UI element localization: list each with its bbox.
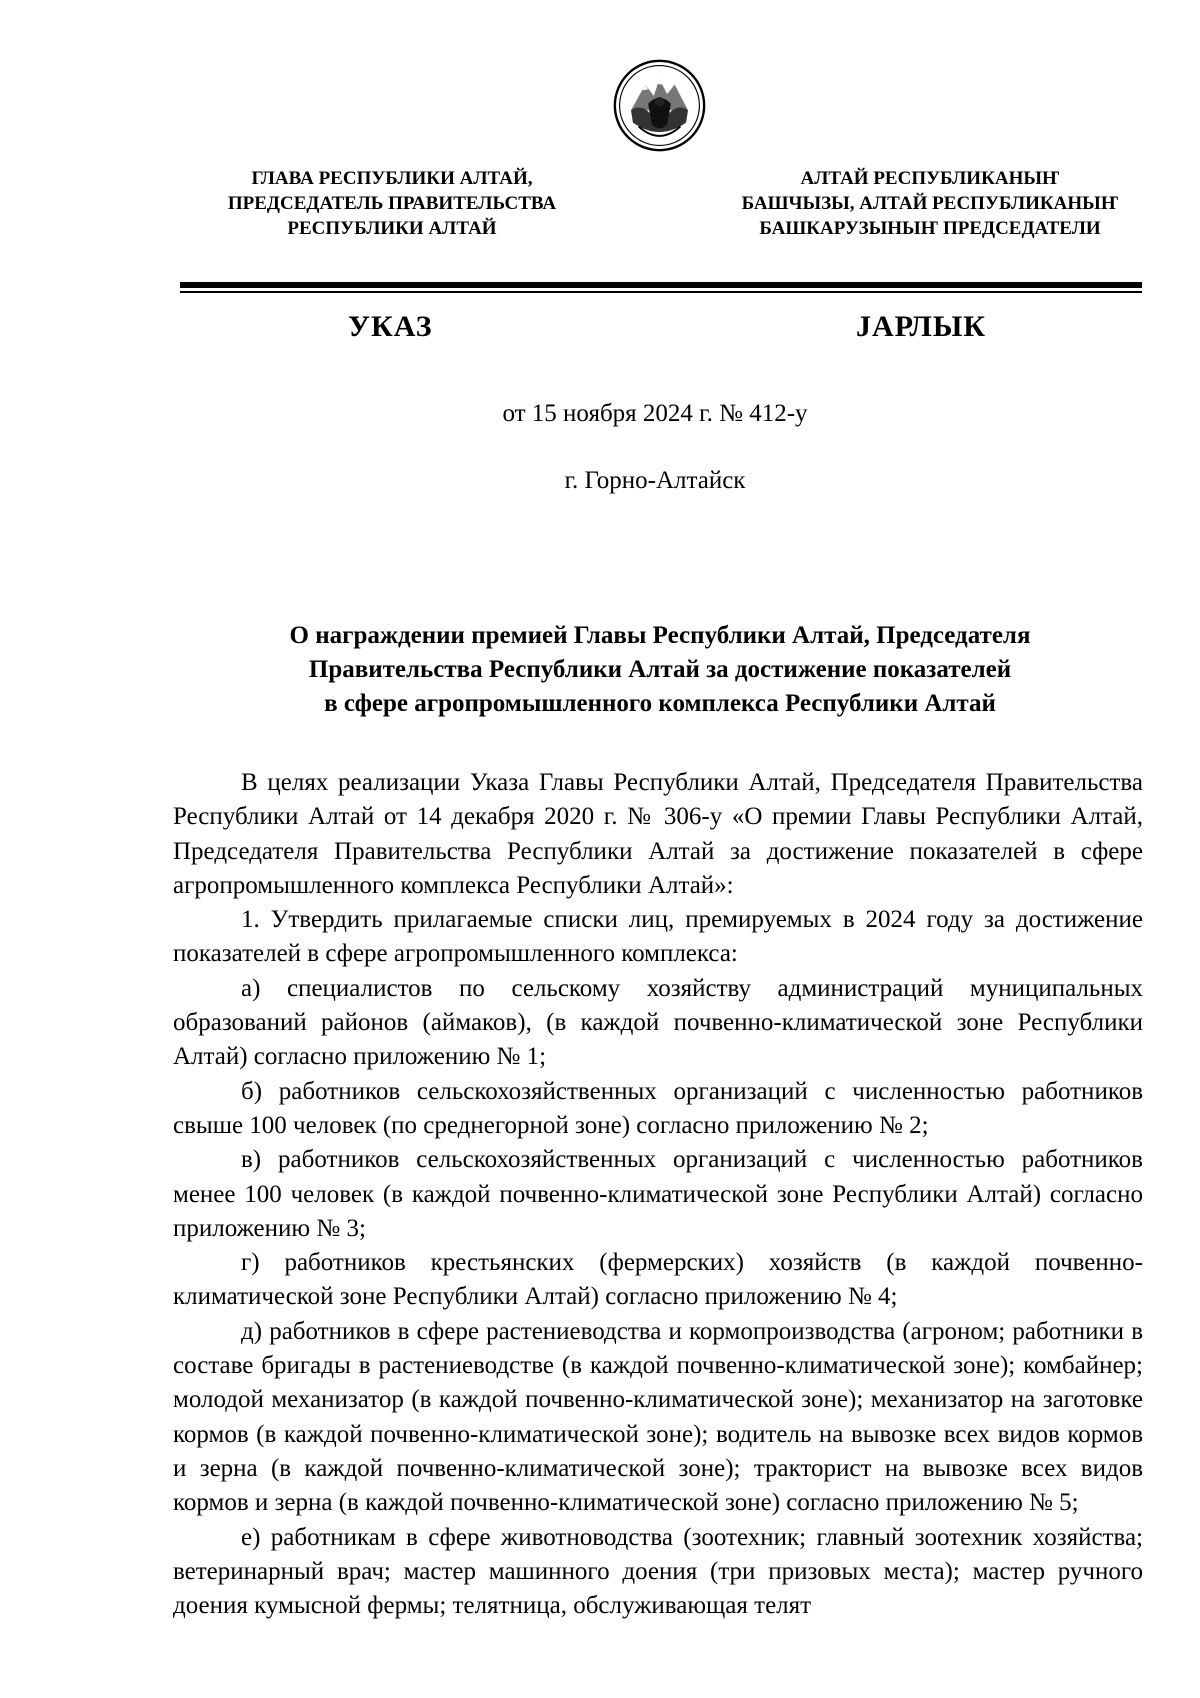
body-paragraph-item-e: е) работникам в сфере животноводства (зоотехник; главный зоотехник хозяйства; ветеринарный врач; мастер машинного доения (три призовых места); мастер ручного доения кумысной фермы; телятница, обслуживающая телят — [173, 1523, 1143, 1620]
issuer-header-russian — [182, 166, 602, 241]
body-paragraph-preamble: В целях реализации Указа Главы Республики Алтай, Председателя Правительства Республики Алтай от 14 декабря 2020 г. № 306-у «О премии Главы Республики Алтай, Председателя Правительства Республики Алтай за достижение показателей в сфере агропромышленного комплекса Республики Алтай»: — [173, 769, 1143, 899]
header-right-line-3: БАШКАРУЗЫНЫҤ ПРЕДСЕДАТЕЛИ — [759, 218, 1101, 239]
coat-of-arms-emblem — [612, 58, 707, 153]
document-date-number: от 15 ноября 2024 г. № 412-у — [502, 400, 808, 427]
header-left-line-1: ГЛАВА РЕСПУБЛИКИ АЛТАЙ, — [251, 168, 533, 189]
body-paragraph-item-a: а) специалистов по сельскому хозяйству администраций муниципальных образований районов (аймаков), (в каждой почвенно-климатической зоне Республики Алтай) согласно приложению № 1; — [173, 974, 1143, 1071]
title-line-3: в сфере агропромышленного комплекса Республики Алтай — [324, 690, 996, 717]
header-divider-thin — [180, 291, 1142, 293]
body-paragraph-item-v: в) работников сельскохозяйственных организаций с численностью работников менее 100 человек (в каждой почвенно-климатической зоне Республики Алтай) согласно приложению № 3; — [173, 1146, 1143, 1242]
document-title — [190, 619, 1130, 721]
header-left-line-3: РЕСПУБЛИКИ АЛТАЙ — [287, 218, 497, 239]
body-paragraph-item-d: д) работников в сфере растениеводства и кормопроизводства (агроном; работники в составе бригады в растениеводстве (в каждой почвенно-климатической зоне); комбайнер; молодой механизатор (в каждой почвенно-климатической зоне); механизатор на заготовке кормов (в каждой почвенно-климатической зоне); водитель на вывозке всех видов кормов и зерна (в каждой почвенно-климатической зоне); тракторист на вывозке всех видов кормов и зерна (в каждой почвенно-климатической зоне) согласно приложению № 5; — [173, 1317, 1143, 1517]
header-left-line-2: ПРЕДСЕДАТЕЛЬ ПРАВИТЕЛЬСТВА — [227, 193, 557, 214]
header-right-line-1: АЛТАЙ РЕСПУБЛИКАНЫҤ — [800, 168, 1060, 189]
document-body — [173, 766, 1143, 1623]
header-right-line-2: БАШЧЫЗЫ, АЛТАЙ РЕСПУБЛИКАНЫҤ — [741, 193, 1119, 214]
body-paragraph-item-g: г) работников крестьянских (фермерских) хозяйств (в каждой почвенно-климатической зоне Республики Алтай) согласно приложению № 4; — [173, 1249, 1143, 1311]
doc-type-russian: УКАЗ — [348, 310, 433, 343]
document-city: г. Горно-Алтайск — [564, 467, 746, 494]
issuer-header-altai — [720, 166, 1140, 241]
body-paragraph-item-b: б) работников сельскохозяйственных организаций с численностью работников свыше 100 человек (по среднегорной зоне) согласно приложению № 2; — [173, 1077, 1143, 1139]
title-line-2: Правительства Республики Алтай за достижение показателей — [308, 656, 1012, 683]
title-line-1: О награждении премией Главы Республики Алтай, Председателя — [289, 622, 1031, 649]
body-paragraph-item-1: 1. Утвердить прилагаемые списки лиц, премируемых в 2024 году за достижение показателей в сфере агропромышленного комплекса: — [173, 906, 1143, 968]
header-divider-thick — [180, 282, 1142, 288]
doc-type-altai: ЈАРЛЫК — [856, 310, 987, 343]
